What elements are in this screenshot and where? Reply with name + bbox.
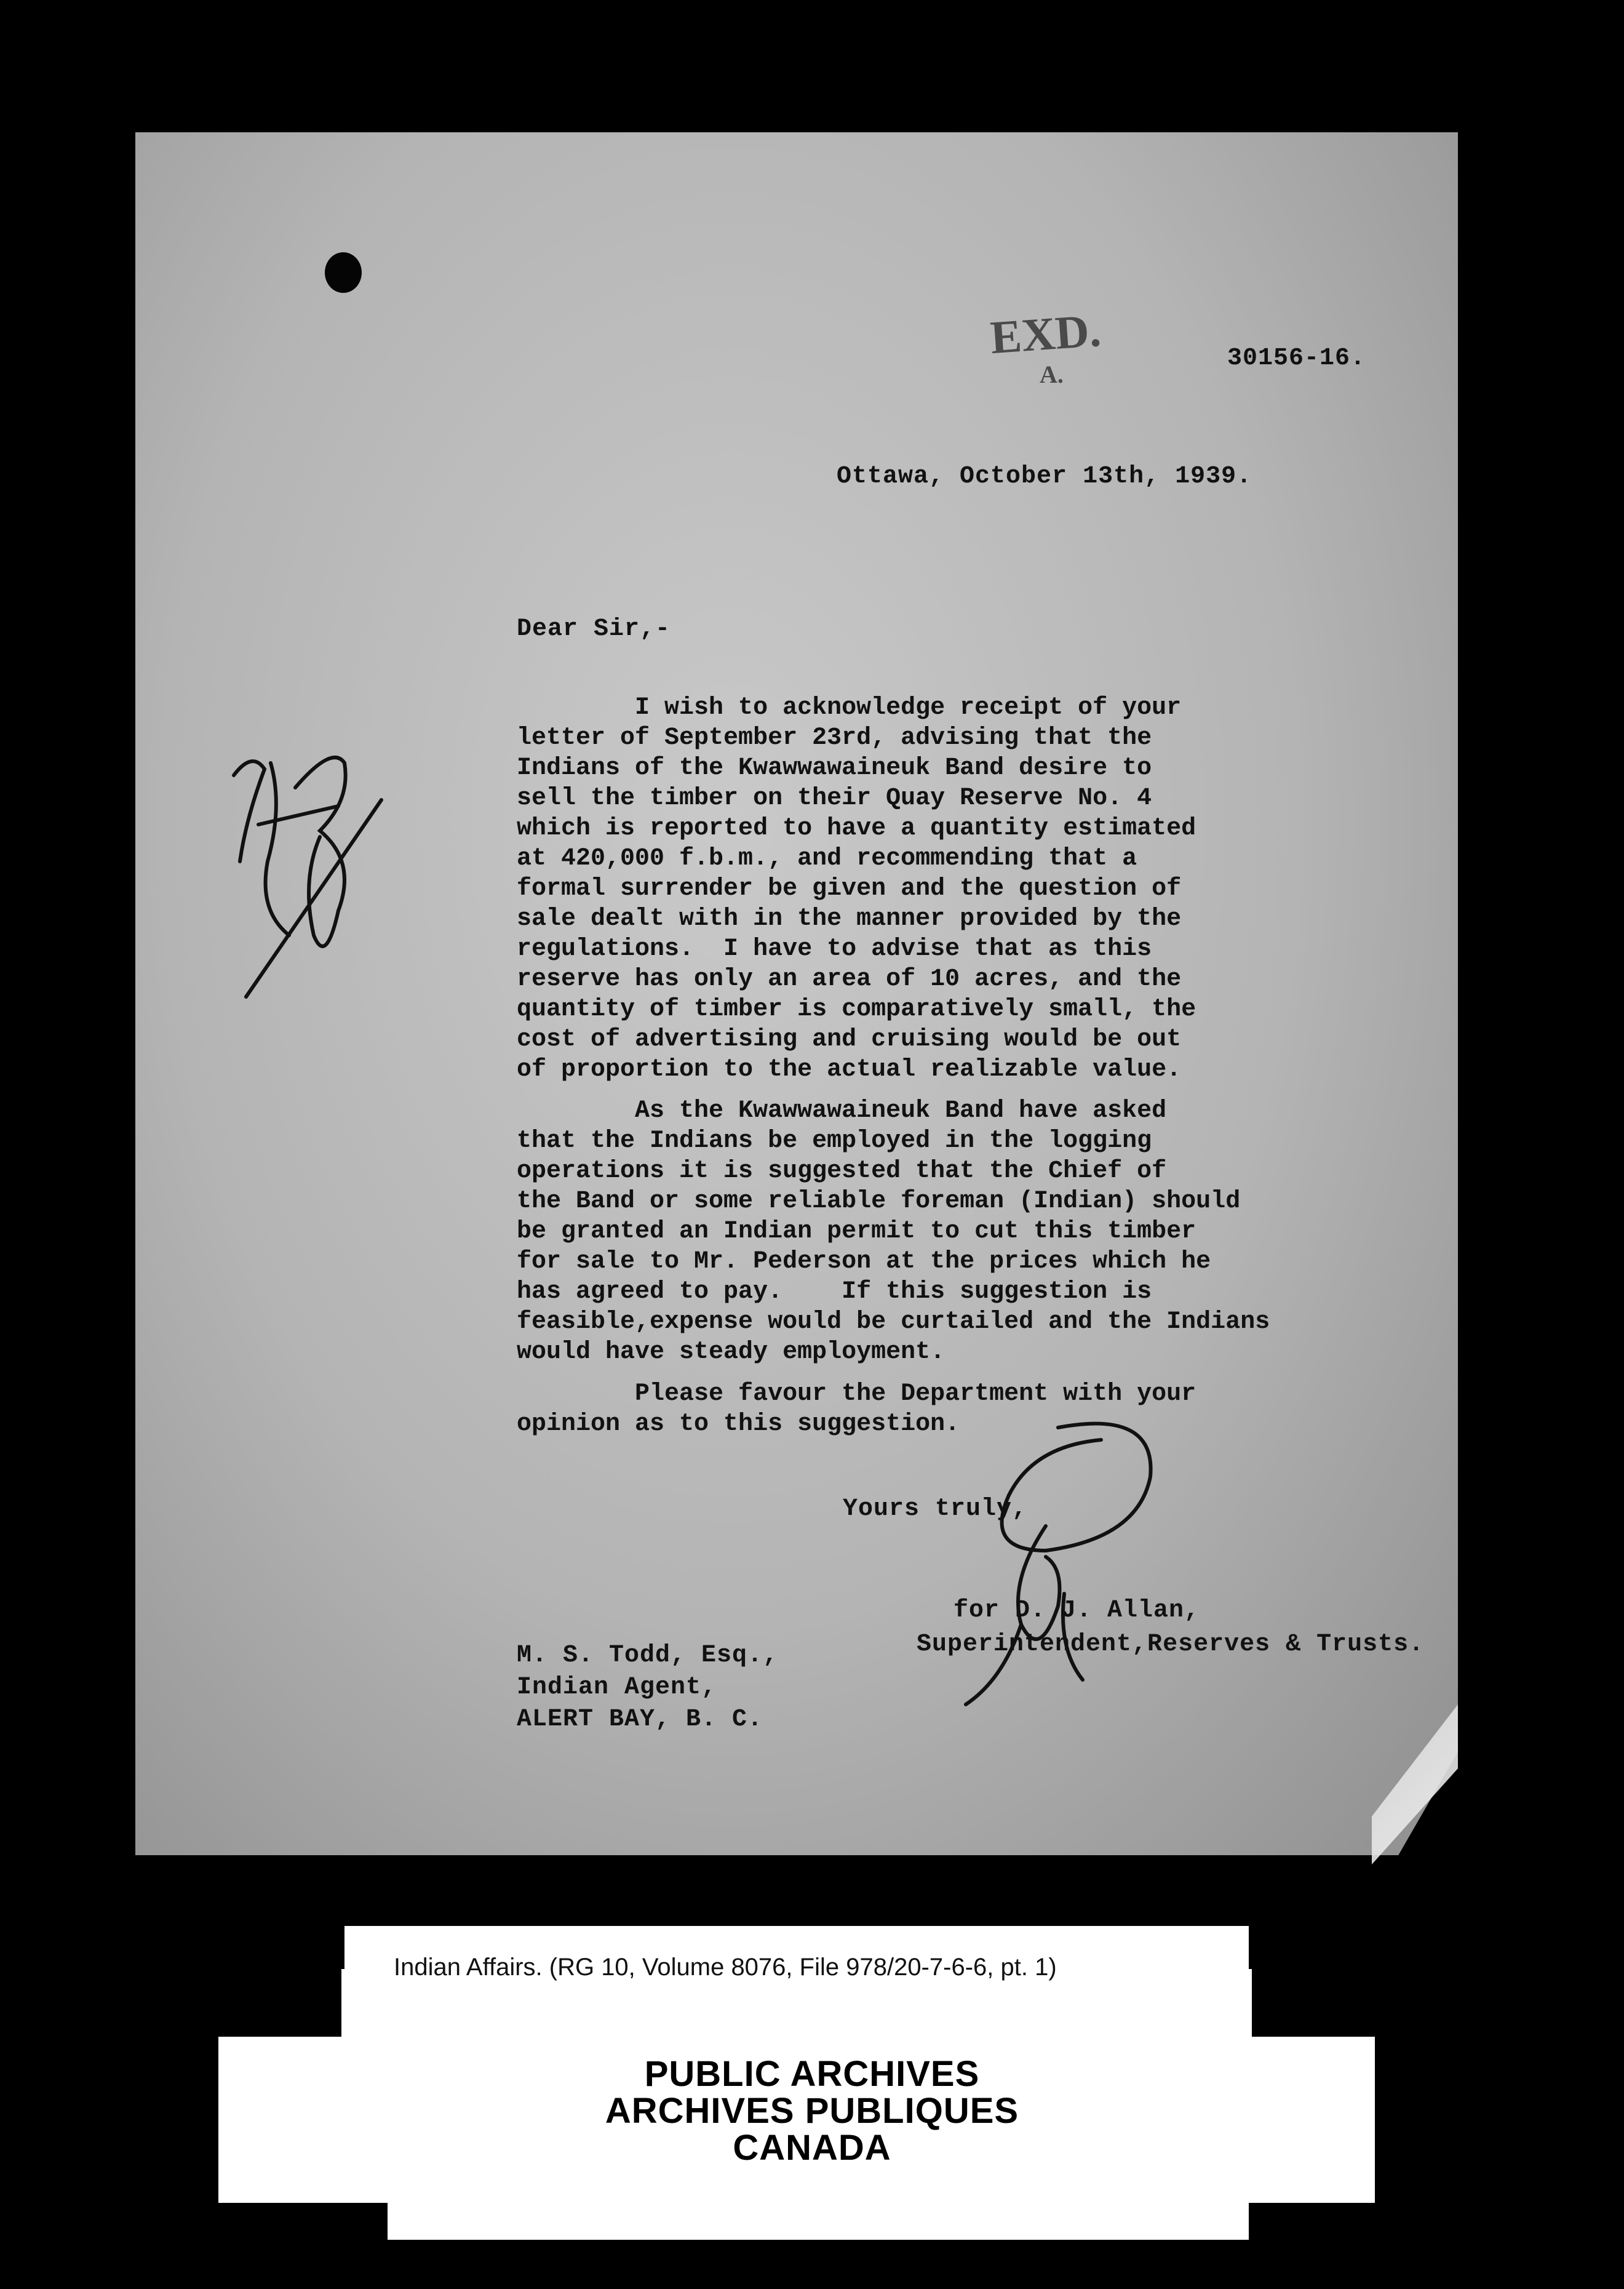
body-line: sell the timber on their Quay Reserve No. 4: [517, 785, 1152, 812]
body-line: feasible,expense would be curtailed and the Indians: [517, 1308, 1270, 1336]
body-line: operations it is suggested that the Chief of: [517, 1157, 1167, 1185]
archives-line-1: PUBLIC ARCHIVES: [644, 2054, 980, 2094]
archive-reference: Indian Affairs. (RG 10, Volume 8076, File 978/20-7-6-6, pt. 1): [394, 1954, 1057, 1981]
body-line: would have steady employment.: [517, 1338, 945, 1366]
stamp-sub-text: A.: [1040, 361, 1064, 388]
label-notch: [218, 1969, 341, 2037]
body-line: of proportion to the actual realizable value.: [517, 1056, 1182, 1084]
label-notch: [1252, 1969, 1375, 2037]
addressee-line: ALERT BAY, B. C.: [517, 1706, 763, 1733]
addressee-line: Indian Agent,: [517, 1674, 717, 1701]
body-line: that the Indians be employed in the logging: [517, 1127, 1152, 1155]
exd-stamp: [989, 304, 1102, 365]
body-line: Please favour the Department with your: [517, 1380, 1196, 1408]
body-line: at 420,000 f.b.m., and recommending that a: [517, 845, 1137, 873]
addressee-line: M. S. Todd, Esq.,: [517, 1642, 779, 1669]
body-line: the Band or some reliable foreman (Indian) should: [517, 1188, 1241, 1215]
body-line: As the Kwawwawaineuk Band have asked: [517, 1097, 1167, 1125]
body-line: letter of September 23rd, advising that the: [517, 724, 1152, 752]
handwritten-signature: [898, 1403, 1181, 1723]
body-line: Indians of the Kwawwawaineuk Band desire to: [517, 754, 1152, 782]
date-line: Ottawa, October 13th, 1939.: [837, 463, 1252, 490]
signature-title: Superintendent,Reserves & Trusts.: [917, 1631, 1425, 1658]
marginal-initials: [197, 677, 418, 1021]
stamp-main: EXD.: [989, 304, 1103, 364]
body-line: opinion as to this suggestion.: [517, 1410, 960, 1438]
body-line: quantity of timber is comparatively small, the: [517, 996, 1196, 1023]
archives-line-2: ARCHIVES PUBLIQUES: [605, 2091, 1019, 2131]
body-line: be granted an Indian permit to cut this timber: [517, 1218, 1196, 1245]
body-line: regulations. I have to advise that as this: [517, 935, 1152, 963]
stamp-sub: [1040, 360, 1064, 389]
punch-hole: [325, 252, 362, 293]
signature-for: for D. J. Allan,: [953, 1597, 1200, 1624]
body-line: sale dealt with in the manner provided by the: [517, 905, 1182, 933]
closing: Yours truly,: [843, 1495, 1028, 1523]
archives-line-3: CANADA: [733, 2128, 891, 2168]
body-line: formal surrender be given and the question of: [517, 875, 1182, 903]
body-line: cost of advertising and cruising would be out: [517, 1026, 1182, 1053]
body-line: I wish to acknowledge receipt of your: [517, 694, 1182, 722]
body-line: which is reported to have a quantity estimated: [517, 815, 1196, 842]
salutation: Dear Sir,-: [517, 615, 671, 643]
body-line: reserve has only an area of 10 acres, and the: [517, 965, 1182, 993]
body-line: for sale to Mr. Pederson at the prices which he: [517, 1248, 1211, 1276]
file-number: 30156-16.: [1227, 345, 1366, 372]
label-bottom: [388, 2203, 1249, 2240]
body-line: has agreed to pay. If this suggestion is: [517, 1278, 1152, 1306]
